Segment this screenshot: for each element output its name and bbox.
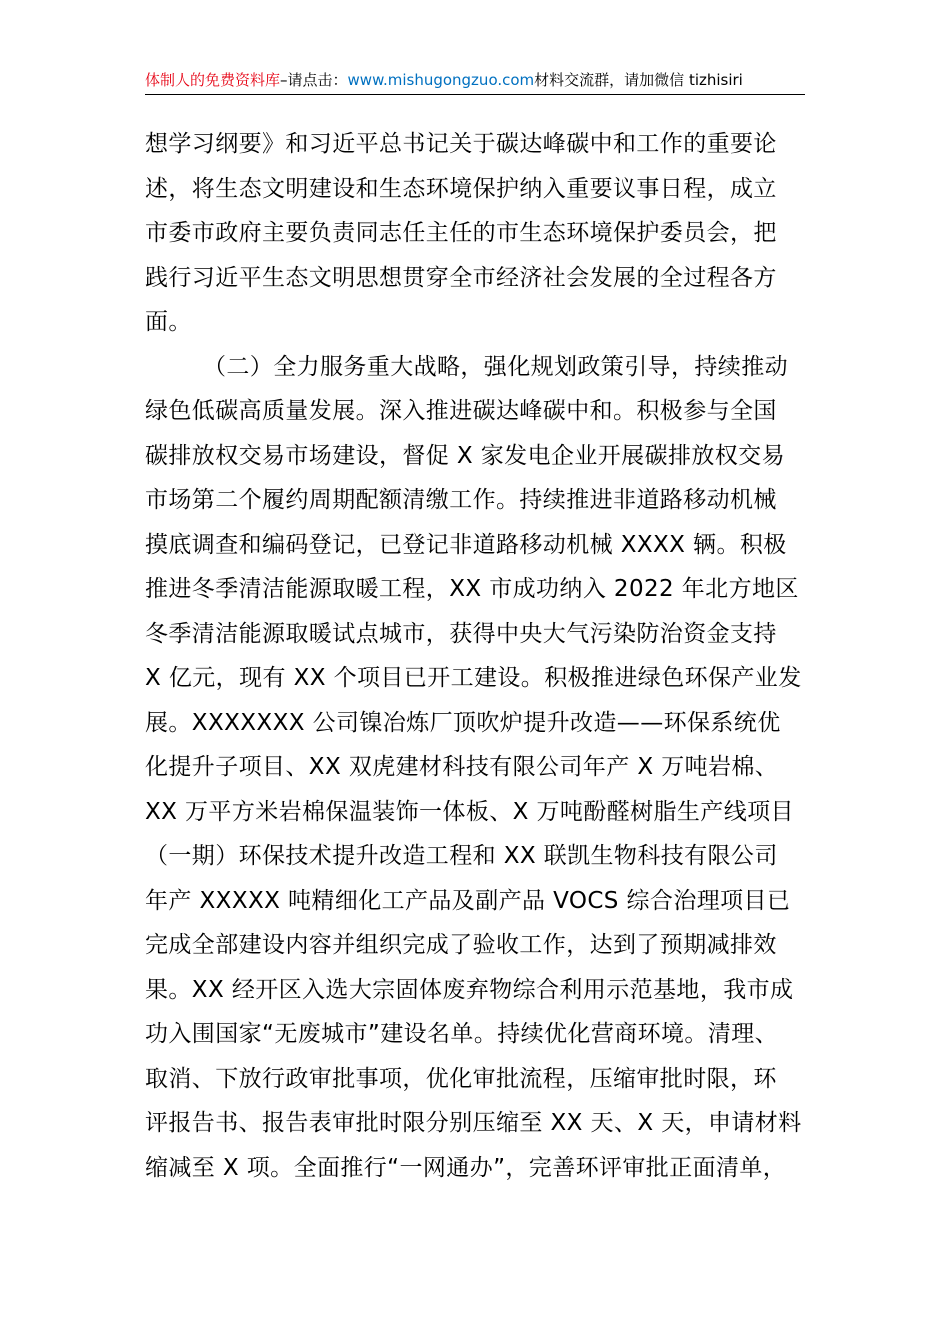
- text-line: 冬季清洁能源取暖试点城市，获得中央大气污染防治资金支持: [145, 620, 777, 647]
- header-website-link[interactable]: www.mishugongzuo.com: [347, 71, 535, 89]
- text-line: X 亿元，现有 XX 个项目已开工建设。积极推进绿色环保产业发: [145, 665, 802, 691]
- text-line: 取消、下放行政审批事项，优化审批流程，压缩审批时限，环: [145, 1065, 777, 1092]
- text-line: 面。: [145, 309, 192, 335]
- page-header: [145, 66, 805, 95]
- text-line: （一期）环保技术提升改造工程和 XX 联凯生物科技有限公司: [145, 843, 778, 869]
- header-brand: 体制人的免费资料库: [145, 71, 281, 89]
- text-line: 践行习近平生态文明思想贯穿全市经济社会发展的全过程各方: [145, 264, 777, 291]
- text-line: 完成全部建设内容并组织完成了验收工作，达到了预期减排效: [145, 932, 777, 958]
- text-line: 想学习纲要》和习近平总书记关于碳达峰碳中和工作的重要论: [145, 131, 777, 157]
- text-line: 摸底调查和编码登记，已登记非道路移动机械 XXXX 辆。积极: [145, 531, 787, 558]
- text-line: 市委市政府主要负责同志任主任的市生态环境保护委员会，把: [145, 220, 777, 246]
- text-line: 市场第二个履约周期配额清缴工作。持续推进非道路移动机械: [145, 487, 777, 513]
- text-line: 推进冬季清洁能源取暖工程，XX 市成功纳入 2022 年北方地区: [145, 576, 799, 602]
- text-line: XX 万平方米岩棉保温装饰一体板、X 万吨酚醛树脂生产线项目: [145, 798, 794, 825]
- text-line: 化提升子项目、XX 双虎建材科技有限公司年产 X 万吨岩棉、: [145, 754, 779, 780]
- text-line: 绿色低碳高质量发展。深入推进碳达峰碳中和。积极参与全国: [145, 398, 777, 424]
- text-line: 展。XXXXXXX 公司镍冶炼厂顶吹炉提升改造——环保系统优: [145, 709, 781, 736]
- document-body: [145, 122, 810, 1190]
- text-line: 评报告书、报告表审批时限分别压缩至 XX 天、X 天，申请材料: [145, 1110, 802, 1136]
- text-line: 年产 XXXXX 吨精细化工产品及副产品 VOCS 综合治理项目已: [145, 887, 791, 914]
- header-prompt: –请点击：: [280, 71, 348, 89]
- text-line: 果。XX 经开区入选大宗固体废弃物综合利用示范基地，我市成: [145, 976, 794, 1003]
- paragraph-heading-line: （二）全力服务重大战略，强化规划政策引导，持续推动: [203, 353, 788, 380]
- text-line: 碳排放权交易市场建设，督促 X 家发电企业开展碳排放权交易: [145, 442, 785, 469]
- header-contact-text: 材料交流群，请加微信 tizhisiri: [534, 71, 743, 89]
- text-line: 功入围国家“无废城市”建设名单。持续优化营商环境。清理、: [145, 1021, 779, 1047]
- text-line: 缩减至 X 项。全面推行“一网通办”，完善环评审批正面清单，: [145, 1154, 787, 1181]
- text-line: 述，将生态文明建设和生态环境保护纳入重要议事日程，成立: [145, 175, 777, 202]
